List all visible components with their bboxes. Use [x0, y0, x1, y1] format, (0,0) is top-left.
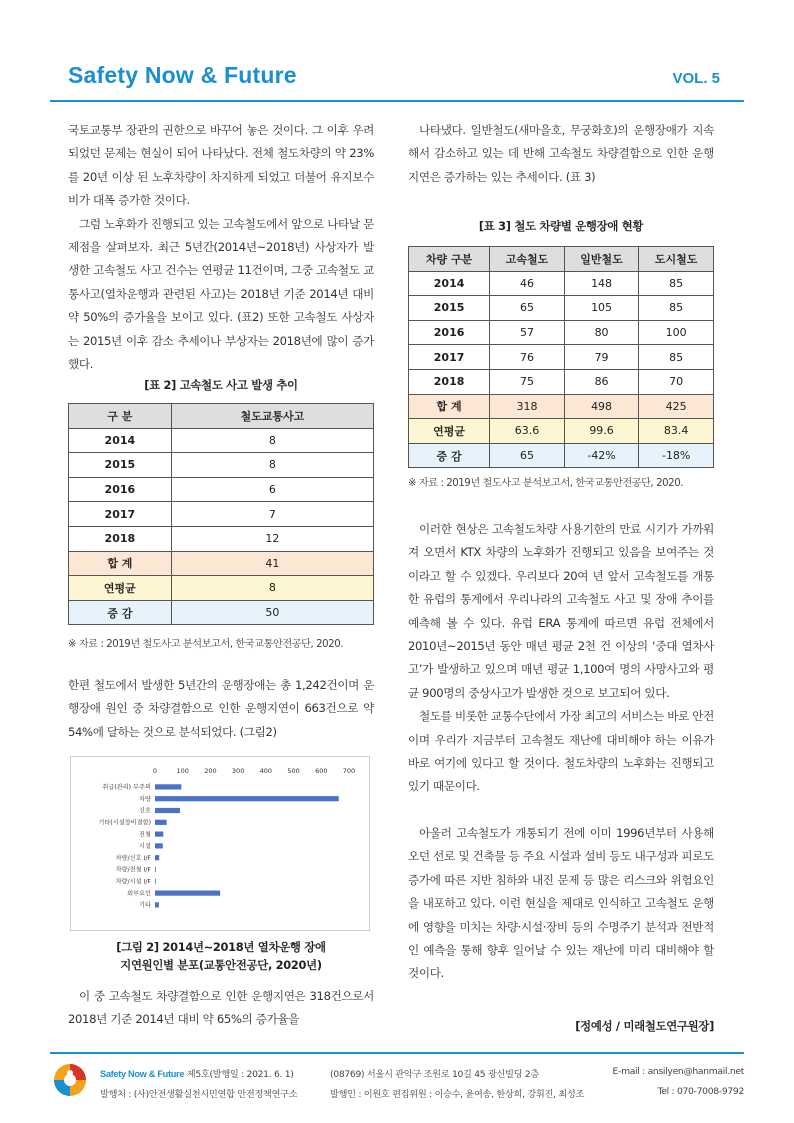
table3-cell: 79 — [564, 345, 639, 370]
table3-row-label: 증 감 — [409, 443, 490, 468]
x-tick-label: 100 — [176, 767, 189, 775]
figure2-chart — [70, 756, 370, 931]
table3-header: 차량 구분 — [409, 247, 490, 272]
organization-logo-icon — [52, 1062, 88, 1098]
right-column-text-main — [408, 518, 714, 986]
category-label: 전철 — [139, 831, 151, 839]
footer-email: E-mail : ansilyen@hanmail.net — [612, 1066, 744, 1077]
category-label: 기타(시설장비결함) — [98, 819, 151, 827]
category-label: 외부요인 — [127, 890, 151, 898]
table3-cell: 100 — [639, 320, 714, 345]
bar — [155, 808, 180, 813]
table3-cell: 318 — [490, 394, 565, 419]
bar — [155, 796, 339, 801]
table2-row-label: 2016 — [69, 477, 172, 502]
left-paragraph-4: 이 중 고속철도 차량결함으로 인한 운행지연은 318건으로서 2018년 기준 2014년 대비 약 65%의 증가율을 — [68, 989, 374, 1027]
table3-source: ※ 자료 : 2019년 철도사고 분석보고서, 한국교통안전공단, 2020. — [408, 478, 684, 489]
table3-row-label: 합 계 — [409, 394, 490, 419]
table3-header: 도시철도 — [639, 247, 714, 272]
right-paragraph-4: 아울러 고속철도가 개통되기 전에 이미 1996년부터 사용해 오던 선로 및 건축물 등 주요 시설과 설비 등도 내구성과 피로도 증가에 따른 지반 침하와 내진 문제 등 많은 리스크와 위험요인을 내포하고 있다. 이런 현실을 제대로 인식하고 고속철도 운행에 영향을 미치는 차량·시설·장비 등의 수명주기 분석과 전반적인 예측을 통해 향후 일어날 수 있는 재난에 미리 대비해야 할 것이다. — [408, 825, 714, 981]
bar — [155, 891, 220, 896]
table3-cell: 65 — [490, 443, 565, 468]
table-row — [409, 345, 714, 370]
footer-editors: 발행인 : 이원호 편집위원 : 이승수, 윤여송, 한상희, 강휘진, 최성조 — [330, 1089, 585, 1100]
table3-cell: 57 — [490, 320, 565, 345]
table2-row-value: 8 — [171, 453, 373, 478]
table2-row-label: 합 계 — [69, 551, 172, 576]
table3-cell: 46 — [490, 271, 565, 296]
left-column-text-middle — [68, 674, 374, 744]
table2-row-value: 7 — [171, 502, 373, 527]
table2-row-value: 50 — [171, 600, 373, 625]
table-row — [69, 502, 374, 527]
table2-row-label: 2014 — [69, 428, 172, 453]
table3-cell: 80 — [564, 320, 639, 345]
table3-cell: -42% — [564, 443, 639, 468]
table2 — [68, 403, 374, 625]
table-row — [69, 428, 374, 453]
category-label: 차량/전철 I/F — [115, 866, 151, 874]
table2-caption: [표 2] 고속철도 사고 발생 추이 — [144, 378, 298, 392]
table3-row-label: 2016 — [409, 320, 490, 345]
bar — [155, 784, 181, 789]
left-paragraph-2: 그럼 노후화가 진행되고 있는 고속철도에서 앞으로 나타날 문제점을 살펴보자. 최근 5년간(2014년~2018년) 사상자가 발생한 고속철도 사고 건수는 연평균 11건이며, 그중 고속철도 교통사고(열차운행과 관련된 사고)는 2018년 기준 2014년 대비 약 50%의 증가율을 보이고 있다. (표2) 또한 고속철도 사상자는 2015년 이후 감소 추세이나 부상자는 2018년에 많이 증가했다. — [68, 216, 374, 372]
table3-row-label: 2014 — [409, 271, 490, 296]
table2-row-value: 41 — [171, 551, 373, 576]
bar — [155, 843, 163, 848]
table2-row-value: 6 — [171, 477, 373, 502]
table-row — [409, 271, 714, 296]
table3-cell: 99.6 — [564, 419, 639, 444]
table2-row-value: 12 — [171, 526, 373, 551]
figure2-caption-line2: 지연원인별 분포(교통안전공단, 2020년) — [120, 958, 322, 972]
bar — [155, 832, 163, 837]
table-row — [69, 453, 374, 478]
footer-issue: 제5호(발행일 : 2021. 6. 1) — [186, 1069, 294, 1080]
magazine-title: Safety Now & Future — [68, 62, 297, 88]
x-tick-label: 300 — [231, 767, 245, 775]
left-column-text-top — [68, 119, 374, 376]
left-paragraph-1: 국토교통부 장관의 권한으로 바꾸어 놓은 것이다. 그 이후 우려되었던 문제는 현실이 되어 나타났다. 전체 철도차량의 약 23%를 20년 이상 된 노후차량이 차지하게 되었고 더불어 유지보수비가 대폭 증가한 것이다. — [68, 123, 374, 208]
table3-cell: 148 — [564, 271, 639, 296]
right-paragraph-1: 나타냈다. 일반철도(새마을호, 무궁화호)의 운행장애가 지속해서 감소하고 있는 데 반해 고속철도 차량결함으로 인한 운행지연은 증가하는 있는 추세이다. (표 3) — [408, 123, 714, 184]
table-row — [69, 551, 374, 576]
table3-cell: -18% — [639, 443, 714, 468]
author-credit: [정예성 / 미래철도연구원장] — [575, 1019, 714, 1033]
left-column-text-bottom — [68, 985, 374, 1032]
table-row — [409, 394, 714, 419]
category-label: 취급(관리) 부주의 — [102, 784, 151, 792]
table2-row-value: 8 — [171, 576, 373, 601]
table3-cell: 86 — [564, 369, 639, 394]
table3-cell: 425 — [639, 394, 714, 419]
category-label: 시설 — [139, 843, 151, 851]
table3-cell: 63.6 — [490, 419, 565, 444]
x-tick-label: 500 — [287, 767, 300, 775]
table2-header-category: 구 분 — [69, 404, 172, 429]
table3-cell: 75 — [490, 369, 565, 394]
table2-source: ※ 자료 : 2019년 철도사고 분석보고서, 한국교통안전공단, 2020. — [68, 639, 344, 650]
footer-issue-line — [100, 1066, 294, 1080]
x-tick-label: 0 — [152, 767, 158, 775]
category-label: 차량/시설 I/F — [115, 878, 151, 886]
table2-row-label: 2015 — [69, 453, 172, 478]
x-tick-label: 700 — [342, 767, 356, 775]
category-label: 차량 — [139, 795, 151, 803]
table3-row-label: 2017 — [409, 345, 490, 370]
footer-tel: Tel : 070-7008-9792 — [657, 1086, 744, 1097]
table3-header: 고속철도 — [490, 247, 565, 272]
bar — [155, 855, 159, 860]
table3-row-label: 2015 — [409, 296, 490, 321]
right-column-text-top — [408, 119, 714, 189]
footer-publisher: 발행처 : (사)안전생활실천시민연합 안전정책연구소 — [100, 1089, 298, 1100]
table3-cell: 498 — [564, 394, 639, 419]
x-tick-label: 600 — [315, 767, 328, 775]
table3 — [408, 246, 714, 468]
right-paragraph-3: 철도를 비롯한 교통수단에서 가장 최고의 서비스는 바로 안전이며 우리가 지금부터 고속철도 재난에 대비해야 하는 이유가 바로 여기에 있다고 할 것이다. 철도차량의 노후화는 진행되고 있기 때문이다. — [408, 709, 714, 794]
bar — [155, 879, 156, 884]
table-row — [409, 443, 714, 468]
table-row — [69, 526, 374, 551]
table2-row-label: 2017 — [69, 502, 172, 527]
bar — [155, 867, 156, 872]
footer-address: (08769) 서울시 관악구 조원로 10길 45 광신빌딩 2층 — [330, 1069, 539, 1080]
category-label: 차량/신호 I/F — [115, 854, 151, 862]
category-label: 기타 — [139, 902, 151, 910]
table-row — [409, 369, 714, 394]
footer-brand: Safety Now & Future — [100, 1069, 185, 1079]
bar — [155, 820, 167, 825]
x-tick-label: 200 — [204, 767, 217, 775]
x-tick-label: 400 — [259, 767, 273, 775]
volume-label: VOL. 5 — [672, 70, 720, 87]
table-row — [409, 296, 714, 321]
table3-cell: 85 — [639, 271, 714, 296]
table3-row-label: 2018 — [409, 369, 490, 394]
table3-cell: 65 — [490, 296, 565, 321]
table3-cell: 83.4 — [639, 419, 714, 444]
figure2-caption-line1: [그림 2] 2014년~2018년 열차운행 장애 — [116, 940, 326, 954]
table3-cell: 76 — [490, 345, 565, 370]
table2-row-label: 2018 — [69, 526, 172, 551]
table-row — [69, 576, 374, 601]
header-divider — [50, 100, 744, 102]
table3-header: 일반철도 — [564, 247, 639, 272]
table3-cell: 105 — [564, 296, 639, 321]
footer-divider — [50, 1052, 744, 1054]
left-paragraph-3: 한편 철도에서 발생한 5년간의 운행장애는 총 1,242건이며 운행장애 원인 중 차량결함으로 인한 운행지연이 663건으로 약 54%에 달하는 것으로 분석되었다. (그림2) — [68, 678, 374, 739]
table2-header-accidents: 철도교통사고 — [171, 404, 373, 429]
table3-cell: 85 — [639, 345, 714, 370]
table3-row-label: 연평균 — [409, 419, 490, 444]
table2-row-value: 8 — [171, 428, 373, 453]
table-row — [69, 600, 374, 625]
bar — [155, 902, 159, 907]
figure2-caption — [68, 938, 374, 974]
table-row — [69, 477, 374, 502]
table3-cell: 85 — [639, 296, 714, 321]
category-label: 신호 — [139, 807, 151, 815]
table2-row-label: 증 감 — [69, 600, 172, 625]
table3-caption: [표 3] 철도 차량별 운행장애 현황 — [478, 219, 644, 233]
figure2-chart-svg — [71, 757, 369, 930]
table3-cell: 70 — [639, 369, 714, 394]
right-paragraph-2: 이러한 현상은 고속철도차량 사용기한의 만료 시기가 가까워져 오면서 KTX 차량의 노후화가 진행되고 있음을 보여주는 것이라고 할 수 있겠다. 우리보다 20여 년 앞서 고속철도를 개통한 유럽의 통계에서 우리나라의 고속철도 사고 및 장애 추이를 예측해 볼 수 있다. 유럽 ERA 통계에 따르면 유럽 전체에서 2010년~2015년 동안 매년 평균 2천 건 이상의 ‘중대 열차사고’가 발생하고 있으며 매년 평균 1,100여 명의 사망사고와 평균 900명의 중상사고가 발생한 것으로 보고되어 있다. — [408, 522, 714, 700]
table2-row-label: 연평균 — [69, 576, 172, 601]
table-row — [409, 320, 714, 345]
table-row — [409, 419, 714, 444]
